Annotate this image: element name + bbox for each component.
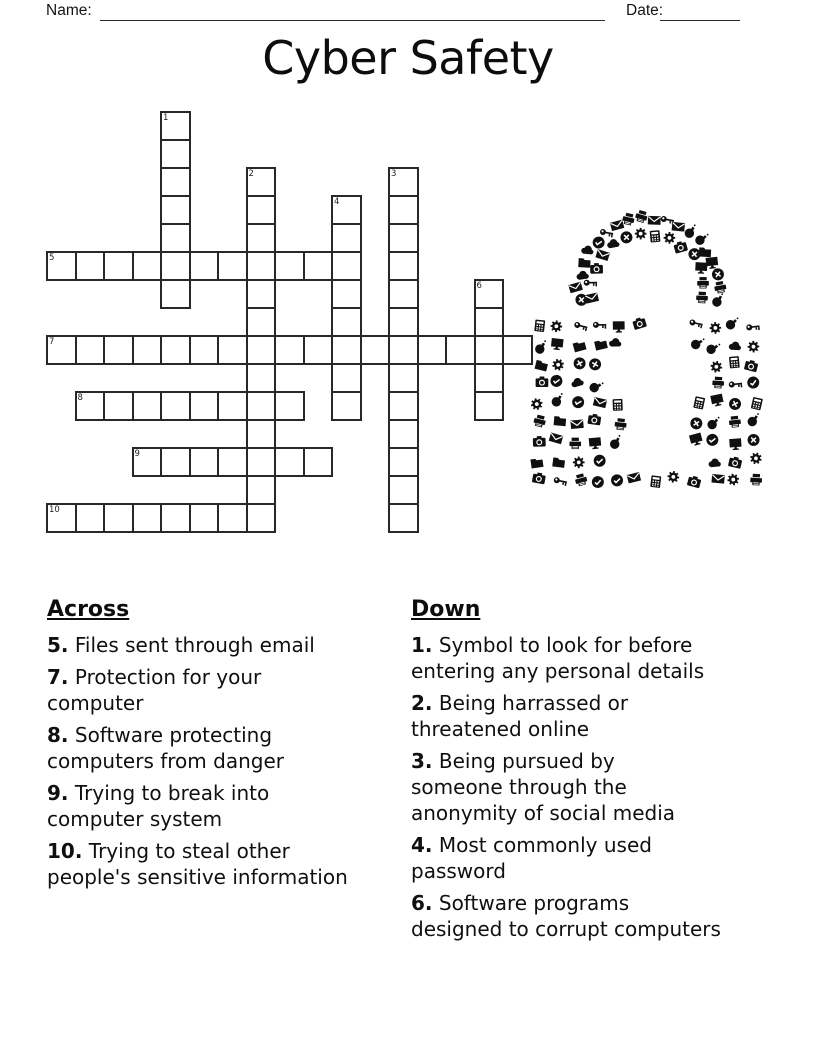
grid-cell [274, 335, 305, 365]
key-icon [599, 229, 613, 238]
gear-icon [530, 397, 544, 411]
clue-line: 10. Trying to steal other [47, 839, 290, 863]
grid-cell [160, 447, 191, 477]
key-icon [593, 322, 606, 329]
camera-icon [536, 377, 549, 388]
x-circle-icon [727, 396, 742, 411]
envelope-icon [570, 419, 583, 429]
check-circle-icon [611, 474, 623, 486]
envelope-icon [568, 282, 583, 294]
grid-number: 9 [134, 448, 140, 459]
envelope-icon [585, 292, 599, 303]
clue-line: 9. Trying to break into [47, 781, 270, 805]
grid-number: 4 [334, 196, 340, 207]
clue-across-5 [47, 632, 409, 658]
clue-number: 8. [47, 723, 69, 747]
camera-icon [590, 263, 603, 274]
clue-number: 7. [47, 665, 69, 689]
x-circle-icon [747, 434, 759, 446]
down-heading: Down [411, 597, 481, 622]
bomb-icon [711, 293, 725, 307]
x-circle-icon [620, 231, 632, 243]
grid-cell [303, 335, 334, 365]
cloud-icon [609, 338, 621, 347]
gear-icon [551, 358, 565, 372]
grid-cell [132, 503, 163, 533]
bomb-icon [534, 340, 548, 354]
x-circle-icon [572, 356, 587, 371]
camera-icon [587, 413, 601, 425]
clue-across-10 [47, 838, 409, 890]
clue-number: 6. [411, 891, 433, 915]
grid-number: 7 [49, 336, 55, 347]
gear-icon [709, 322, 721, 334]
date-blank-line [660, 20, 740, 21]
monitor-icon [729, 438, 742, 450]
envelope-icon [711, 474, 724, 484]
grid-cell [388, 251, 419, 281]
grid-cell [103, 391, 134, 421]
clue-number: 9. [47, 781, 69, 805]
grid-cell [417, 335, 448, 365]
folder-icon [699, 247, 711, 257]
envelope-icon [595, 249, 610, 261]
grid-cell [217, 335, 248, 365]
grid-cell [132, 251, 163, 281]
grid-cell [274, 447, 305, 477]
gear-icon [550, 320, 562, 332]
clue-down-6 [411, 890, 813, 942]
clue-number: 3. [411, 749, 433, 773]
printer-icon [569, 438, 581, 449]
grid-cell [474, 335, 505, 365]
check-circle-icon [746, 376, 760, 390]
grid-cell [75, 335, 106, 365]
clue-line: computer [47, 691, 144, 715]
envelope-icon [593, 397, 607, 408]
across-clues-section [47, 596, 409, 896]
camera-icon [744, 359, 759, 372]
grid-cell [303, 251, 334, 281]
grid-cell [103, 503, 134, 533]
bomb-icon [683, 224, 697, 238]
grid-cell [189, 335, 220, 365]
clue-line: 6. Software programs [411, 891, 630, 915]
clue-across-9 [47, 780, 409, 832]
clue-number: 5. [47, 633, 69, 657]
grid-cell [160, 139, 191, 169]
cloud-icon [729, 341, 742, 350]
keyhole [623, 337, 689, 456]
grid-cell [388, 279, 419, 309]
down-clues-list [411, 632, 813, 942]
keypad-icon [729, 356, 740, 368]
grid-cell [246, 475, 277, 505]
bomb-icon [608, 435, 623, 450]
x-circle-icon [588, 357, 602, 371]
camera-icon [687, 475, 702, 488]
check-circle-icon [592, 236, 606, 250]
grid-cell [274, 251, 305, 281]
grid-cell [388, 195, 419, 225]
grid-cell [331, 223, 362, 253]
grid-cell [189, 503, 220, 533]
grid-cell [274, 391, 305, 421]
grid-cell [160, 195, 191, 225]
camera-icon [532, 472, 546, 485]
grid-cell [331, 279, 362, 309]
printer-icon [697, 277, 709, 288]
grid-cell [246, 195, 277, 225]
monitor-icon [695, 262, 707, 274]
keypad-icon [650, 230, 661, 242]
clue-line: 8. Software protecting [47, 723, 273, 747]
grid-cell [474, 391, 505, 421]
grid-cell [160, 335, 191, 365]
key-icon [689, 319, 703, 328]
grid-cell [160, 167, 191, 197]
grid-number: 8 [77, 392, 83, 403]
grid-cell [388, 363, 419, 393]
grid-cell [217, 503, 248, 533]
printer-icon [713, 281, 727, 294]
grid-number: 3 [391, 168, 397, 179]
clue-line: 7. Protection for your [47, 665, 262, 689]
printer-icon [614, 418, 627, 431]
grid-cell [217, 447, 248, 477]
grid-cell [246, 363, 277, 393]
grid-cell [189, 251, 220, 281]
grid-cell [331, 391, 362, 421]
gear-icon [749, 451, 763, 465]
folder-icon [594, 339, 608, 351]
grid-cell [246, 391, 277, 421]
clue-line: threatened online [411, 717, 590, 741]
keypad-icon [650, 475, 661, 488]
grid-cell [246, 447, 277, 477]
camera-icon [673, 240, 688, 254]
grid-cell [246, 419, 277, 449]
camera-icon [632, 316, 647, 330]
clue-line: 3. Being pursued by [411, 749, 615, 773]
grid-cell [75, 251, 106, 281]
x-circle-icon [711, 267, 725, 281]
cloud-icon [576, 270, 589, 280]
grid-cell [132, 335, 163, 365]
key-icon [584, 280, 597, 287]
bomb-icon [588, 379, 604, 395]
printer-icon [634, 209, 648, 223]
clue-line: entering any personal details [411, 659, 705, 683]
grid-cell [75, 503, 106, 533]
grid-cell [217, 251, 248, 281]
camera-icon [728, 456, 743, 469]
cloud-icon [581, 245, 594, 254]
camera-icon [533, 436, 546, 447]
grid-number: 1 [163, 112, 169, 123]
keypad-icon [613, 399, 623, 411]
grid-cell [103, 335, 134, 365]
clue-line: 1. Symbol to look for before [411, 633, 693, 657]
clue-line: 5. Files sent through email [47, 633, 315, 657]
clue-line: anonymity of social media [411, 801, 676, 825]
clue-number: 2. [411, 691, 433, 715]
x-circle-icon [689, 416, 703, 430]
grid-cell [160, 223, 191, 253]
gear-icon [635, 228, 647, 240]
monitor-icon [689, 433, 703, 447]
grid-cell [388, 475, 419, 505]
cloud-icon [606, 238, 620, 249]
grid-number: 5 [49, 252, 55, 263]
folder-icon [578, 258, 590, 268]
key-icon [553, 477, 567, 486]
clue-line: 4. Most commonly used [411, 833, 652, 857]
grid-cell [331, 335, 362, 365]
grid-cell [360, 335, 391, 365]
grid-cell [388, 307, 419, 337]
grid-cell [217, 391, 248, 421]
check-circle-icon [593, 455, 605, 467]
monitor-icon [613, 321, 625, 332]
date-label: Date: [626, 2, 664, 19]
grid-cell [246, 503, 277, 533]
bomb-icon [707, 417, 720, 430]
bomb-icon [550, 393, 564, 407]
grid-cell [388, 447, 419, 477]
grid-cell [388, 419, 419, 449]
monitor-icon [710, 394, 724, 407]
bomb-icon [695, 232, 709, 246]
bomb-icon [747, 413, 761, 427]
clue-down-4 [411, 832, 813, 884]
grid-cell [160, 391, 191, 421]
clue-line: computer system [47, 807, 223, 831]
grid-cell [388, 223, 419, 253]
grid-cell [246, 223, 277, 253]
grid-cell [103, 251, 134, 281]
folder-icon [554, 416, 567, 426]
clue-line: someone through the [411, 775, 627, 799]
printer-icon [750, 474, 762, 486]
gear-icon [573, 457, 585, 469]
grid-cell [246, 279, 277, 309]
key-icon [746, 323, 760, 331]
clue-down-1 [411, 632, 813, 684]
check-circle-icon [706, 433, 719, 446]
folder-icon [535, 360, 549, 372]
gear-icon [664, 232, 676, 244]
grid-cell [303, 447, 334, 477]
bomb-icon [690, 336, 705, 351]
check-circle-icon [571, 395, 586, 410]
name-blank-line [100, 20, 605, 21]
x-circle-icon [688, 248, 701, 261]
envelope-icon [627, 472, 641, 483]
key-icon [728, 380, 742, 388]
grid-cell [160, 279, 191, 309]
clue-down-2 [411, 690, 813, 742]
grid-cell [160, 503, 191, 533]
monitor-icon [706, 257, 719, 269]
printer-icon [728, 415, 741, 428]
printer-icon [622, 212, 636, 226]
grid-number: 2 [248, 168, 254, 179]
envelope-icon [672, 222, 686, 232]
clue-line: password [411, 859, 506, 883]
printer-icon [696, 291, 708, 303]
keypad-icon [534, 319, 545, 332]
clue-number: 4. [411, 833, 433, 857]
gear-icon [747, 341, 759, 353]
grid-cell [246, 335, 277, 365]
monitor-icon [589, 437, 602, 449]
name-label: Name: [46, 2, 92, 19]
clue-across-8 [47, 722, 409, 774]
printer-icon [533, 414, 547, 428]
clue-number: 1. [411, 633, 433, 657]
grid-cell [388, 503, 419, 533]
grid-cell [474, 363, 505, 393]
cloud-icon [708, 458, 721, 468]
grid-cell [445, 335, 476, 365]
gear-icon [710, 360, 724, 374]
clue-number: 10. [47, 839, 83, 863]
grid-cell [246, 251, 277, 281]
clue-line: 2. Being harrassed or [411, 691, 629, 715]
padlock-collage-image [523, 198, 775, 504]
grid-cell [160, 251, 191, 281]
envelope-icon [610, 220, 624, 232]
cloud-icon [570, 376, 584, 388]
grid-number: 6 [476, 280, 482, 291]
envelope-icon [549, 433, 564, 445]
grid-cell [331, 363, 362, 393]
across-heading: Across [47, 597, 130, 622]
bomb-icon [705, 341, 720, 356]
clue-across-7 [47, 664, 409, 716]
worksheet-title: Cyber Safety [262, 31, 554, 85]
down-clues-section [411, 596, 813, 948]
envelope-icon [648, 216, 661, 225]
grid-cell [189, 447, 220, 477]
grid-cell [474, 307, 505, 337]
check-circle-icon [550, 374, 564, 388]
monitor-icon [551, 338, 564, 350]
grid-cell [132, 391, 163, 421]
grid-cell [246, 307, 277, 337]
clue-line: designed to corrupt computers [411, 917, 721, 941]
grid-cell [388, 335, 419, 365]
keypad-icon [751, 397, 763, 411]
keypad-icon [693, 396, 705, 409]
grid-cell [189, 391, 220, 421]
clue-line: computers from danger [47, 749, 284, 773]
grid-cell [331, 307, 362, 337]
gear-icon [667, 470, 680, 483]
gear-icon [727, 473, 740, 486]
across-clues-list [47, 632, 409, 890]
grid-number: 10 [49, 504, 60, 515]
bomb-icon [726, 317, 739, 330]
key-icon [660, 216, 674, 225]
folder-icon [552, 457, 565, 467]
printer-icon [712, 376, 724, 388]
clue-line: people's sensitive information [47, 865, 348, 889]
check-circle-icon [592, 476, 605, 489]
folder-icon [573, 341, 587, 353]
clue-down-3 [411, 748, 813, 826]
grid-cell [331, 251, 362, 281]
key-icon [573, 321, 588, 331]
printer-icon [574, 473, 588, 487]
grid-cell [388, 391, 419, 421]
folder-icon [530, 458, 543, 469]
